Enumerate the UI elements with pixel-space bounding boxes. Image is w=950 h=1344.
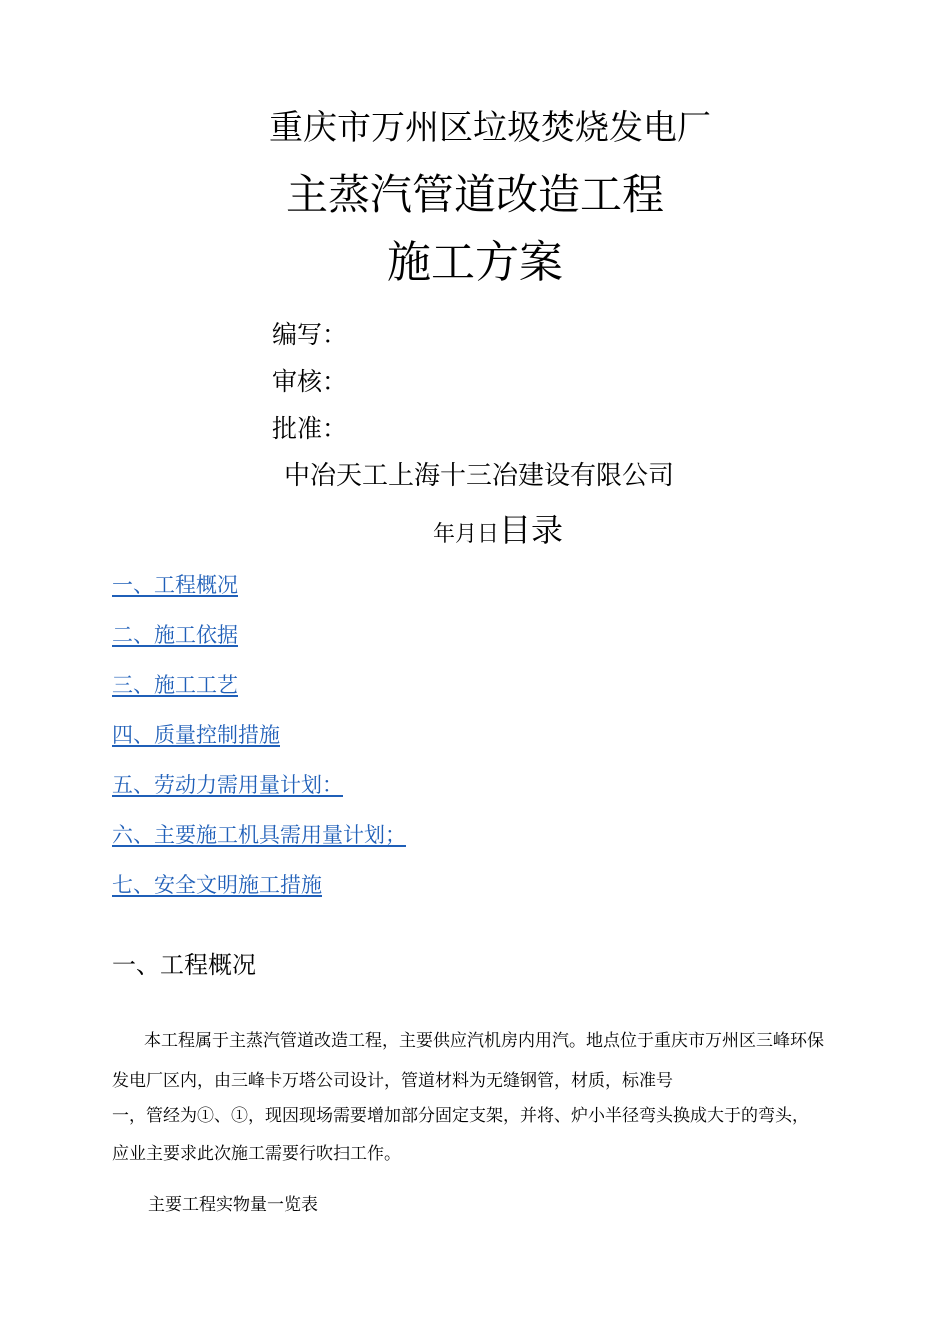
paragraph-line-4: 应业主要求此次施工需要行吹扫工作。 bbox=[112, 1144, 401, 1164]
date-text: 年月日 bbox=[433, 522, 500, 547]
table-caption: 主要工程实物量一览表 bbox=[148, 1195, 318, 1215]
section-heading-overview: 一、工程概况 bbox=[112, 951, 256, 979]
date-and-toc-title bbox=[433, 505, 563, 551]
title-line-1: 重庆市万州区垃圾焚烧发电厂 bbox=[269, 108, 711, 148]
paragraph-line-3: 一，管经为①、①，现因现场需要增加部分固定支架，并将、炉小半径弯头换成大于的弯头， bbox=[112, 1106, 809, 1126]
toc-link-overview[interactable]: 一、工程概况 bbox=[112, 573, 238, 597]
paragraph-line-1: 本工程属于主蒸汽管道改造工程，主要供应汽机房内用汽。地点位于重庆市万州区三峰环保 bbox=[144, 1031, 824, 1051]
toc-link-basis[interactable]: 二、施工依据 bbox=[112, 623, 238, 647]
toc-link-quality[interactable]: 四、质量控制措施 bbox=[112, 723, 280, 747]
company-name: 中冶天工上海十三冶建设有限公司 bbox=[284, 461, 675, 491]
compile-label: 编写： bbox=[272, 320, 348, 349]
review-label: 审核： bbox=[272, 367, 348, 396]
paragraph-line-2: 发电厂区内，由三峰卡万塔公司设计，管道材料为无缝钢管，材质，标准号 bbox=[112, 1071, 673, 1091]
approve-label: 批准： bbox=[272, 414, 348, 443]
title-line-3: 施工方案 bbox=[387, 237, 563, 288]
toc-link-safety[interactable]: 七、安全文明施工措施 bbox=[112, 873, 322, 897]
toc-title: 目录 bbox=[499, 511, 564, 549]
toc-link-labor[interactable]: 五、劳动力需用量计划： bbox=[112, 773, 343, 797]
toc-link-machinery[interactable]: 六、主要施工机具需用量计划； bbox=[112, 823, 406, 847]
toc-link-process[interactable]: 三、施工工艺 bbox=[112, 673, 238, 697]
title-line-2: 主蒸汽管道改造工程 bbox=[285, 170, 664, 219]
